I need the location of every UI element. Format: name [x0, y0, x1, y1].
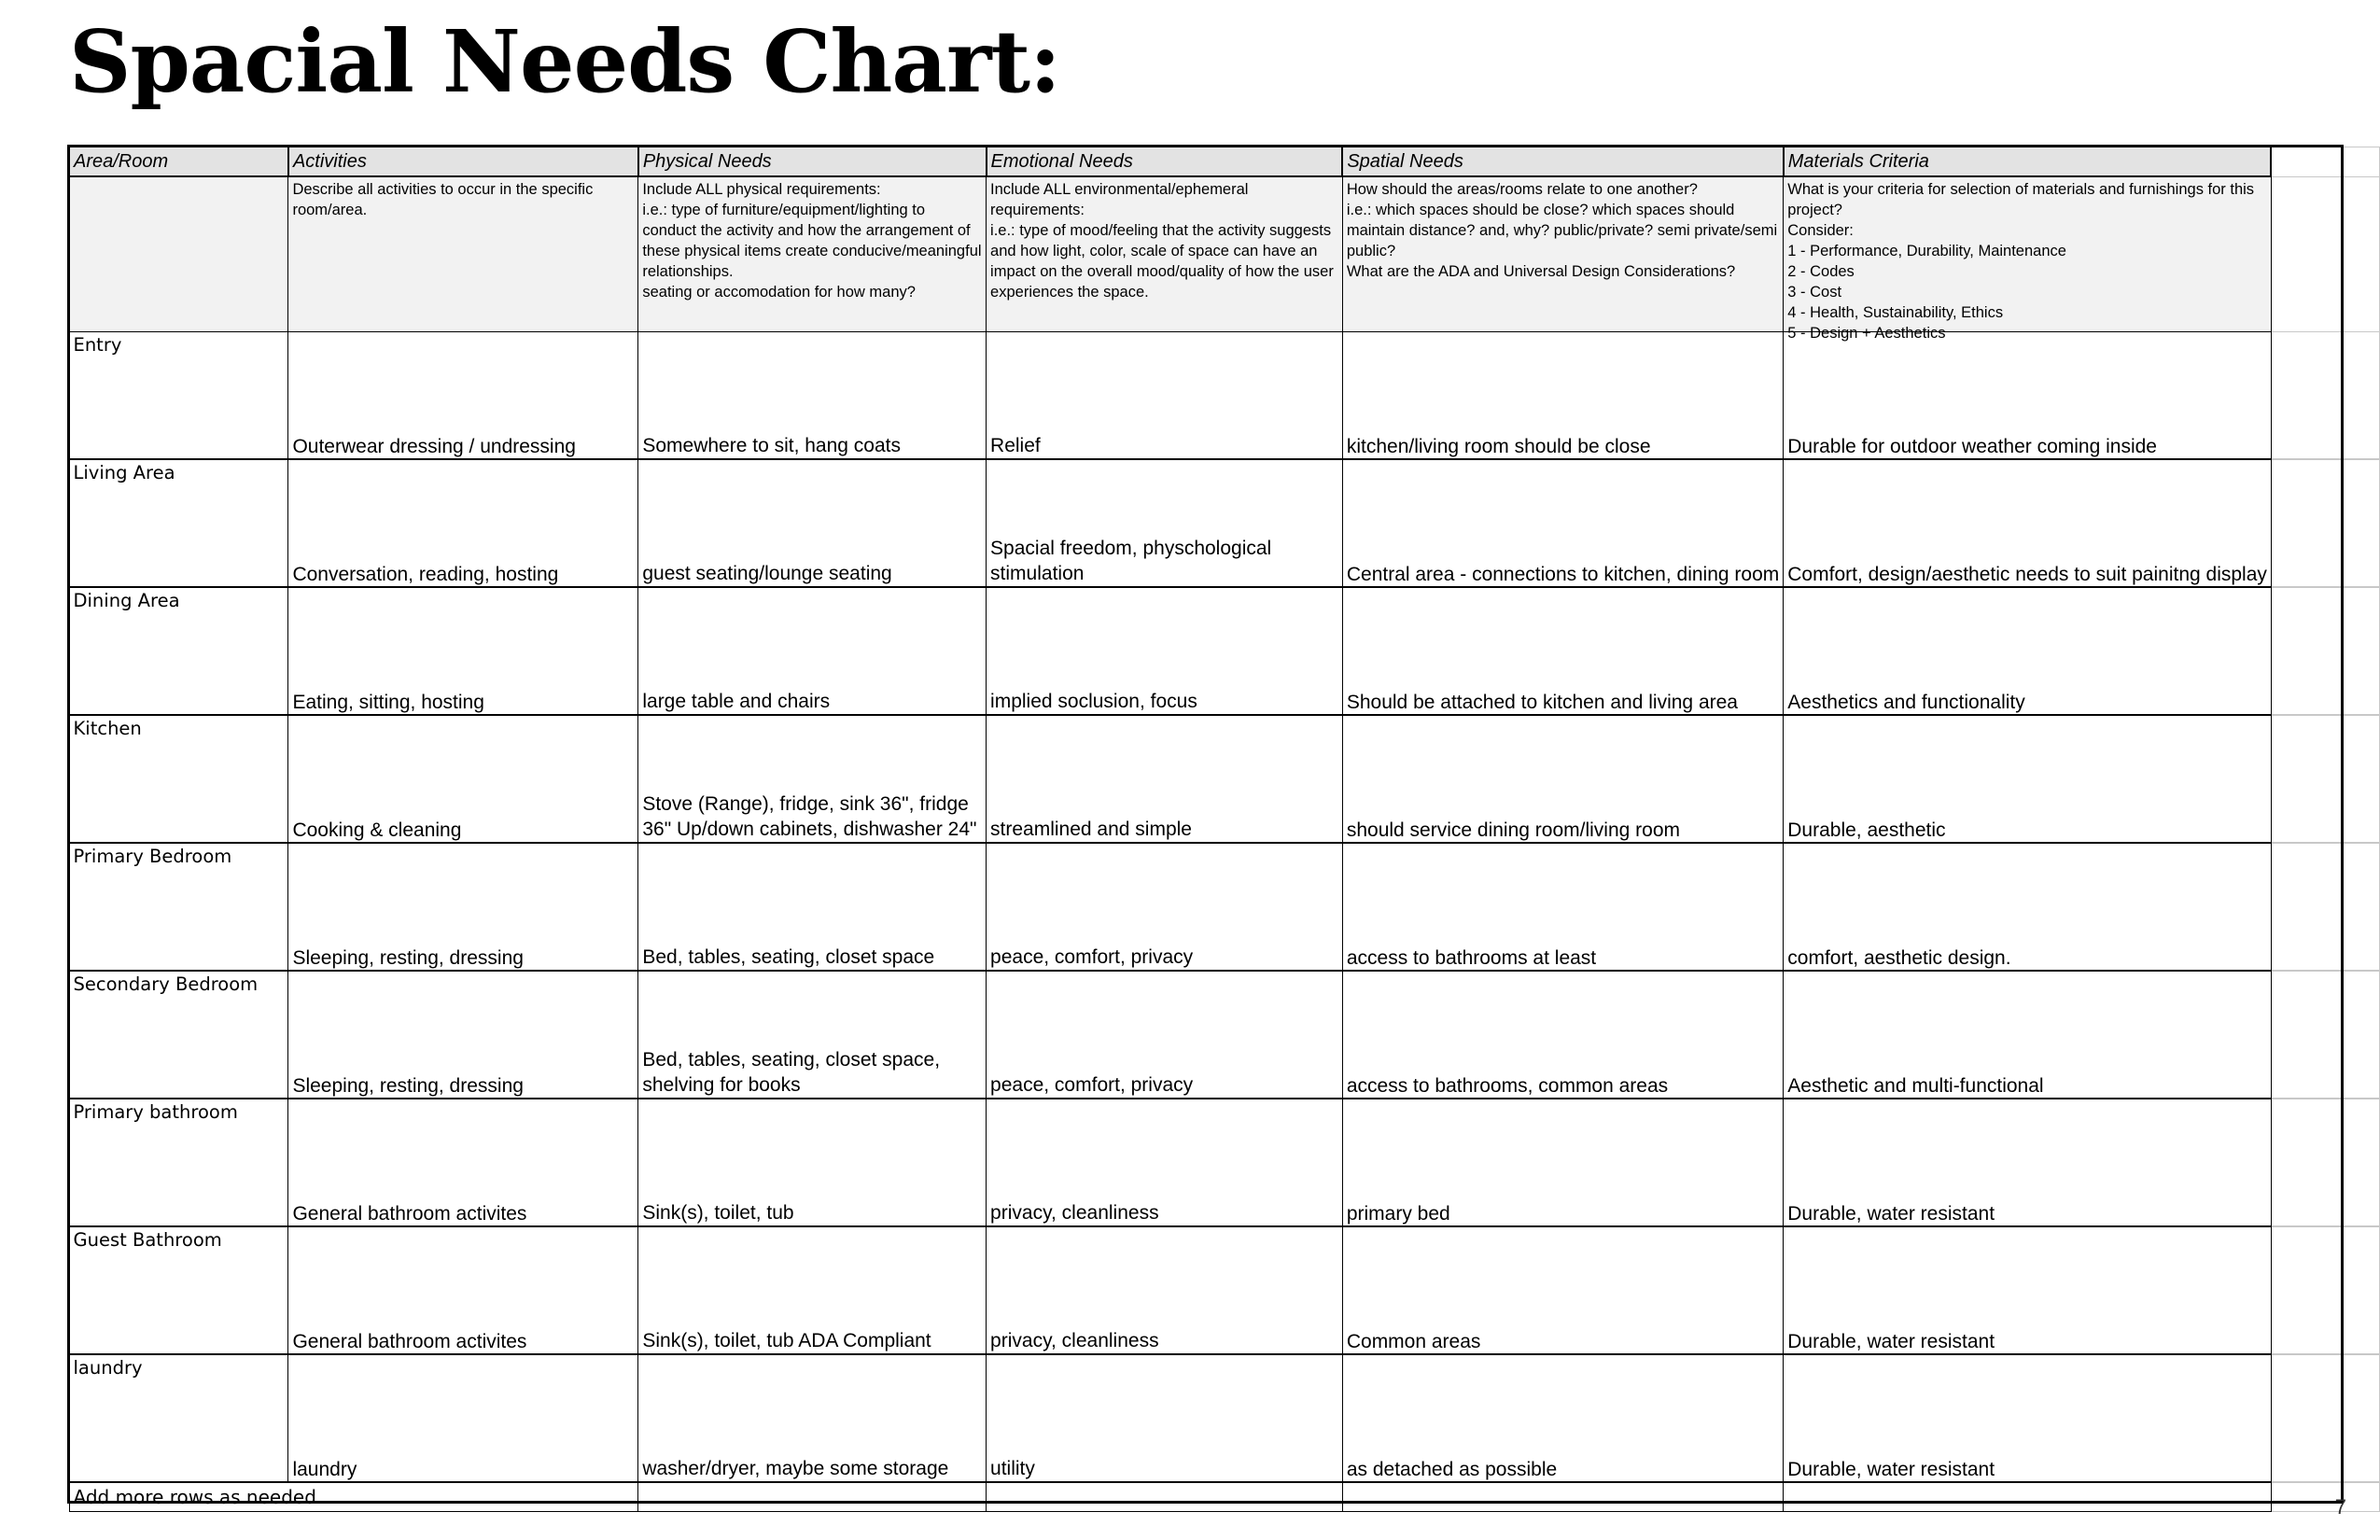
empty-cell [638, 1482, 987, 1512]
description-emotional [987, 176, 1343, 332]
cell-area[interactable]: Dining Area [69, 587, 288, 715]
description-spatial-text: How should the areas/rooms relate to one another? i.e.: which spaces should be close? which spaces should maintain distance? and, why? public/private? semi private/semi public? What are the ADA and Universal Design Considerations? [1346, 181, 1778, 280]
empty-cell [1342, 1482, 1783, 1512]
cell-physical[interactable]: guest seating/lounge seating [638, 459, 987, 587]
cell-physical[interactable]: Sink(s), toilet, tub ADA Compliant [638, 1226, 987, 1354]
cell-area[interactable]: laundry [69, 1354, 288, 1482]
cell-area[interactable]: Living Area [69, 459, 288, 587]
cell-emotional[interactable]: Spacial freedom, physchological stimulation [987, 459, 1343, 587]
cell-materials[interactable]: Aesthetic and multi-functional [1784, 971, 2272, 1099]
add-rows-note: Add more rows as needed [69, 1482, 638, 1512]
empty-cell [2271, 1354, 2379, 1482]
empty-cell [2271, 1226, 2379, 1354]
description-physical-text: Include ALL physical requirements: i.e.: type of furniture/equipment/lighting to conduct the activity and how the arrangement of these physical items create conducive/meaningful relationships. seating or accomodation for how many? [642, 181, 982, 301]
table-row [69, 1226, 2380, 1354]
cell-spatial[interactable]: Central area - connections to kitchen, dining room [1342, 459, 1783, 587]
cell-area[interactable]: Secondary Bedroom [69, 971, 288, 1099]
cell-spatial[interactable]: access to bathrooms, common areas [1342, 971, 1783, 1099]
cell-emotional[interactable]: implied soclusion, focus [987, 587, 1343, 715]
cell-area[interactable]: Primary bathroom [69, 1099, 288, 1226]
footer-row [69, 1482, 2380, 1512]
cell-materials[interactable]: Durable for outdoor weather coming inside [1784, 332, 2272, 460]
description-materials-text: What is your criteria for selection of materials and furnishings for this project? Consider: 1 - Performance, Durability, Maintenance 2 - Codes 3 - Cost 4 - Health, Sustainability, Ethics 5 - Design + Aesthetics [1787, 181, 2255, 342]
empty-cell [2271, 459, 2379, 587]
cell-emotional[interactable]: privacy, cleanliness [987, 1099, 1343, 1226]
empty-cell [2271, 971, 2379, 1099]
cell-physical[interactable]: Bed, tables, seating, closet space, shelving for books [638, 971, 987, 1099]
cell-emotional[interactable]: peace, comfort, privacy [987, 843, 1343, 971]
empty-cell [2271, 147, 2379, 176]
empty-cell [2271, 587, 2379, 715]
cell-area[interactable]: Guest Bathroom [69, 1226, 288, 1354]
description-area [69, 176, 288, 332]
cell-physical[interactable]: Somewhere to sit, hang coats [638, 332, 987, 460]
page-title: Spacial Needs Chart: [69, 11, 1060, 112]
cell-physical[interactable]: large table and chairs [638, 587, 987, 715]
cell-activities[interactable]: Cooking & cleaning [288, 715, 638, 843]
description-physical [638, 176, 987, 332]
cell-spatial[interactable]: Should be attached to kitchen and living area [1342, 587, 1783, 715]
column-header-materials: Materials Criteria [1784, 147, 2272, 176]
cell-activities[interactable]: laundry [288, 1354, 638, 1482]
cell-physical[interactable]: Sink(s), toilet, tub [638, 1099, 987, 1226]
empty-cell [2271, 843, 2379, 971]
empty-cell [2271, 1099, 2379, 1226]
spatial-needs-table [68, 146, 2380, 1512]
cell-materials[interactable]: Durable, water resistant [1784, 1226, 2272, 1354]
cell-materials[interactable]: Durable, aesthetic [1784, 715, 2272, 843]
cell-spatial[interactable]: primary bed [1342, 1099, 1783, 1226]
cell-materials[interactable]: Durable, water resistant [1784, 1354, 2272, 1482]
cell-spatial[interactable]: Common areas [1342, 1226, 1783, 1354]
cell-physical[interactable]: Stove (Range), fridge, sink 36", fridge 36" Up/down cabinets, dishwasher 24" [638, 715, 987, 843]
cell-emotional[interactable]: utility [987, 1354, 1343, 1482]
cell-activities[interactable]: Sleeping, resting, dressing [288, 843, 638, 971]
column-header-area: Area/Room [69, 147, 288, 176]
table-row [69, 715, 2380, 843]
cell-activities[interactable]: Outerwear dressing / undressing [288, 332, 638, 460]
cell-materials[interactable]: Durable, water resistant [1784, 1099, 2272, 1226]
table-row [69, 843, 2380, 971]
description-emotional-text: Include ALL environmental/ephemeral requirements: i.e.: type of mood/feeling that the activity suggests and how light, color, scale of space can have an impact on the overall mood/quality of how the user experiences the space. [990, 181, 1334, 301]
description-activities-text: Describe all activities to occur in the specific room/area. [292, 181, 594, 218]
description-activities [288, 176, 638, 332]
table-row [69, 971, 2380, 1099]
cell-spatial[interactable]: kitchen/living room should be close [1342, 332, 1783, 460]
empty-cell [2271, 715, 2379, 843]
description-materials [1784, 176, 2272, 342]
cell-activities[interactable]: Conversation, reading, hosting [288, 459, 638, 587]
cell-activities[interactable]: Sleeping, resting, dressing [288, 971, 638, 1099]
cell-activities[interactable]: General bathroom activites [288, 1099, 638, 1226]
cell-area[interactable]: Primary Bedroom [69, 843, 288, 971]
table-row [69, 459, 2380, 587]
cell-emotional[interactable]: streamlined and simple [987, 715, 1343, 843]
page-number: 7 [2334, 1495, 2346, 1519]
column-header-spatial: Spatial Needs [1342, 147, 1783, 176]
empty-cell [1784, 1482, 2272, 1512]
empty-cell [987, 1482, 1343, 1512]
cell-area[interactable]: Entry [69, 332, 288, 460]
cell-emotional[interactable]: privacy, cleanliness [987, 1226, 1343, 1354]
cell-materials[interactable]: Aesthetics and functionality [1784, 587, 2272, 715]
description-row [69, 176, 2380, 332]
cell-materials[interactable]: comfort, aesthetic design. [1784, 843, 2272, 971]
cell-physical[interactable]: washer/dryer, maybe some storage [638, 1354, 987, 1482]
column-header-emotional: Emotional Needs [987, 147, 1343, 176]
cell-spatial[interactable]: access to bathrooms at least [1342, 843, 1783, 971]
description-spatial [1342, 176, 1783, 332]
cell-emotional[interactable]: Relief [987, 332, 1343, 460]
cell-activities[interactable]: General bathroom activites [288, 1226, 638, 1354]
cell-materials[interactable]: Comfort, design/aesthetic needs to suit painitng display [1784, 459, 2272, 587]
empty-cell [2271, 1482, 2379, 1512]
table-row [69, 1354, 2380, 1482]
table-row [69, 332, 2380, 460]
cell-spatial[interactable]: should service dining room/living room [1342, 715, 1783, 843]
cell-physical[interactable]: Bed, tables, seating, closet space [638, 843, 987, 971]
empty-cell [2271, 332, 2379, 460]
table-row [69, 587, 2380, 715]
cell-spatial[interactable]: as detached as possible [1342, 1354, 1783, 1482]
column-header-activities: Activities [288, 147, 638, 176]
column-header-physical: Physical Needs [638, 147, 987, 176]
header-row [69, 147, 2380, 176]
cell-activities[interactable]: Eating, sitting, hosting [288, 587, 638, 715]
table-row [69, 1099, 2380, 1226]
empty-cell [2271, 176, 2379, 332]
cell-emotional[interactable]: peace, comfort, privacy [987, 971, 1343, 1099]
cell-area[interactable]: Kitchen [69, 715, 288, 843]
